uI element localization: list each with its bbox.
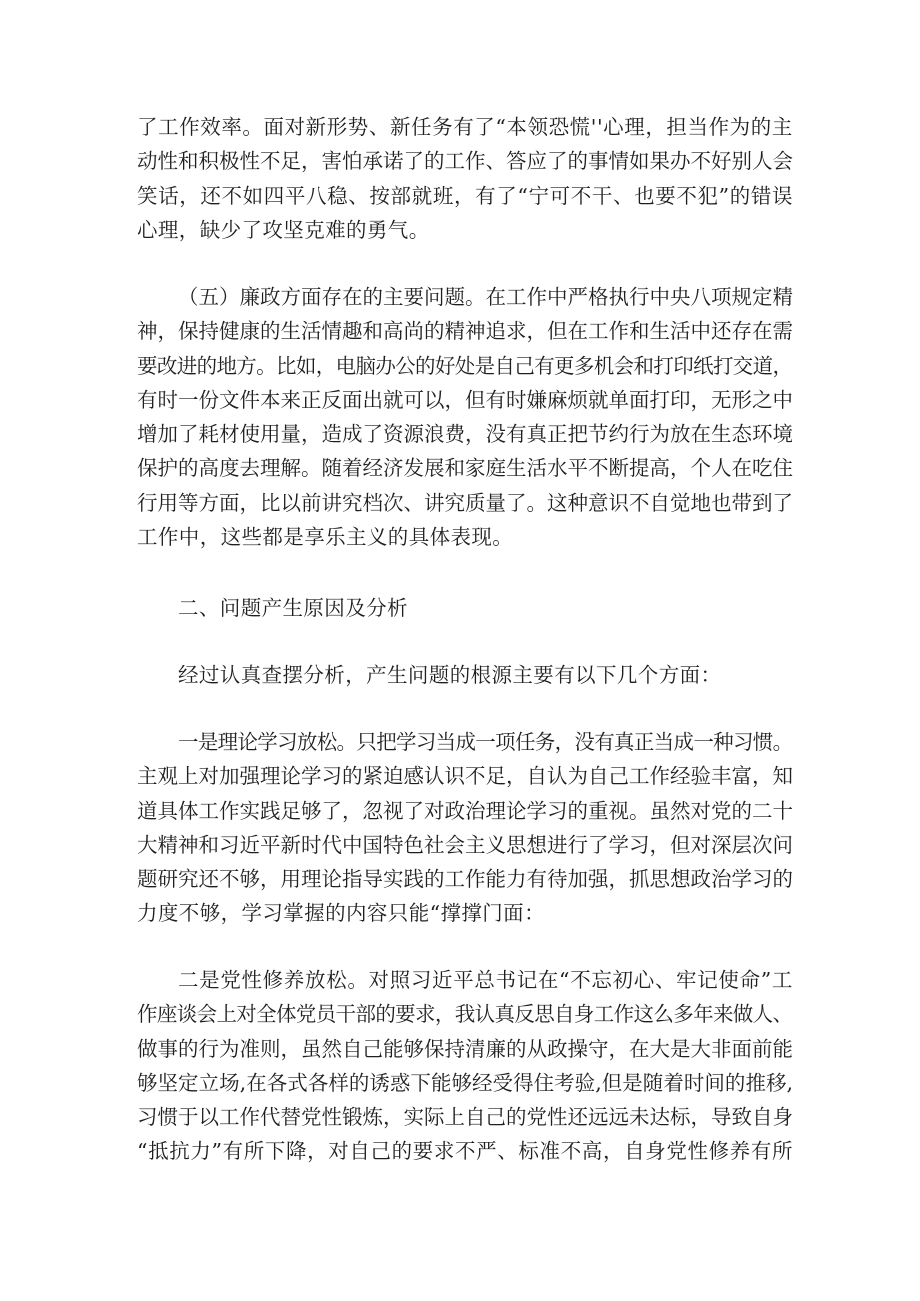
paragraph-4 [137, 725, 793, 931]
text-line: 工作中，这些都是享乐主义的具体表现。 [137, 525, 514, 550]
text-line: 一是理论学习放松。只把学习当成一项任务，没有真正当成一种习惯。 [178, 730, 793, 754]
section-heading: 二、问题产生原因及分析 [178, 596, 408, 620]
text-line: （五）廉政方面存在的主要问题。在工作中严格执行中央八项规定精 [178, 285, 793, 309]
text-line: 主观上对加强理论学习的紧迫感认识不足，自认为自己工作经验丰富，知 [137, 764, 793, 789]
text-line: 增加了耗材使用量，造成了资源浪费，没有真正把节约行为放在生态环境 [137, 422, 793, 447]
text-line: 要改进的地方。比如，电脑办公的好处是自己有更多机会和打印纸打交道， [137, 353, 793, 378]
text-line: 大精神和习近平新时代中国特色社会主义思想进行了学习，但对深层次问 [137, 832, 793, 857]
text-line: 了工作效率。面对新形势、新任务有了“本领恐慌''心理，担当作为的主 [137, 115, 793, 139]
paragraph-3: 经过认真查摆分析，产生问题的根源主要有以下几个方面： [178, 663, 722, 687]
text-line: 作座谈会上对全体党员干部的要求，我认真反思自身工作这么多年来做人、 [137, 1002, 793, 1027]
paragraph-5 [137, 963, 793, 1169]
paragraph-1 [137, 110, 793, 247]
text-line: 够坚定立场,在各式各样的诱惑下能够经受得住考验,但是随着时间的推移, [137, 1070, 793, 1095]
text-line: 做事的行为准则，虽然自己能够保持清廉的从政操守，在大是大非面前能 [137, 1036, 793, 1061]
paragraph-2 [137, 280, 793, 554]
text-line: 力度不够，学习掌握的内容只能“撑撑门面： [137, 901, 545, 926]
text-line: “抵抗力”有所下降，对自己的要求不严、标准不高，自身党性修养有所 [137, 1139, 793, 1164]
text-line: 行用等方面，比以前讲究档次、讲究质量了。这种意识不自觉地也带到了 [137, 490, 793, 515]
text-line: 道具体工作实践足够了，忽视了对政治理论学习的重视。虽然对党的二十 [137, 798, 793, 823]
text-line: 题研究还不够，用理论指导实践的工作能力有待加强，抓思想政治学习的 [137, 867, 793, 892]
text-line: 动性和积极性不足，害怕承诺了的工作、答应了的事情如果办不好别人会 [137, 149, 793, 174]
text-line: 二是党性修养放松。对照习近平总书记在“不忘初心、牢记使命”工 [178, 968, 793, 992]
text-line: 有时一份文件本来正反面出就可以，但有时嫌麻烦就单面打印，无形之中 [137, 387, 793, 412]
text-line: 心理，缺少了攻坚克难的勇气。 [137, 217, 430, 242]
text-line: 保护的高度去理解。随着经济发展和家庭生活水平不断提高，个人在吃住 [137, 456, 793, 481]
text-line: 笑话，还不如四平八稳、按部就班，有了“宁可不干、也要不犯”的错误 [137, 183, 793, 208]
text-line: 习惯于以工作代替党性锻炼，实际上自己的党性还远远未达标，导致自身 [137, 1105, 793, 1130]
text-line: 神，保持健康的生活情趣和高尚的精神追求，但在工作和生活中还存在需 [137, 319, 793, 344]
